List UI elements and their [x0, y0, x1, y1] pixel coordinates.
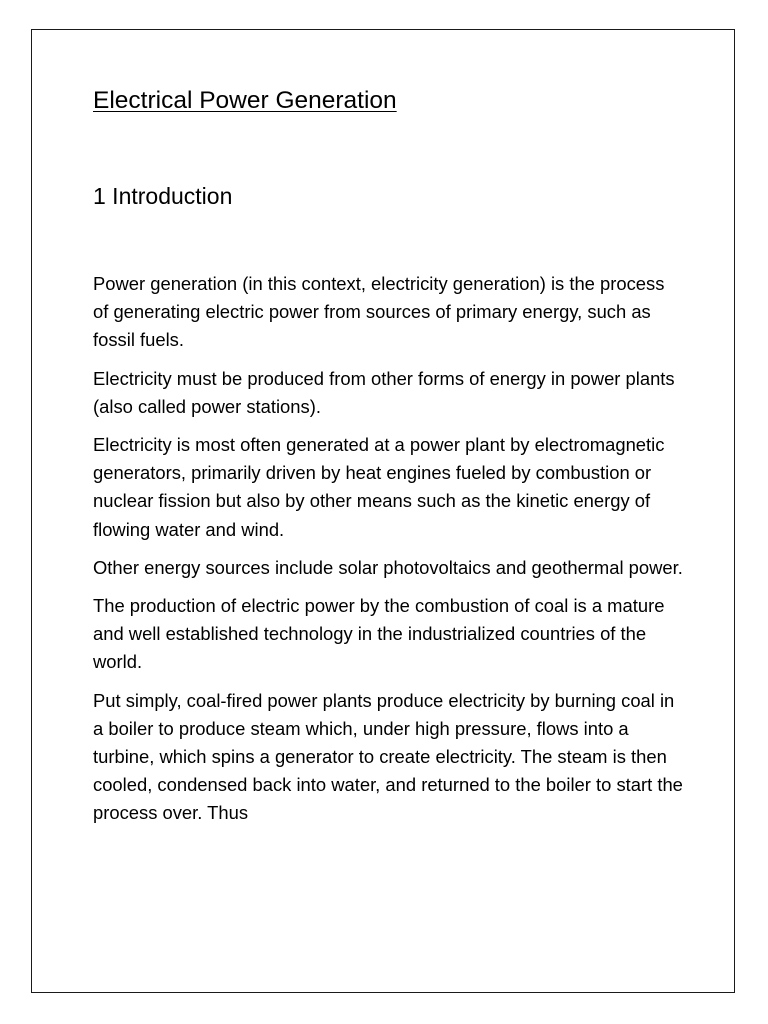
- paragraph: The production of electric power by the combustion of coal is a mature and well established technology in the industrialized countries of the world.: [93, 595, 665, 673]
- section-heading: 1 Introduction: [93, 183, 233, 209]
- paragraph: Electricity is most often generated at a power plant by electromagnetic generators, primarily driven by heat engines fueled by combustion or nuclear fission but also by other means such as the kinetic energy of flowing water and wind.: [93, 434, 665, 540]
- paragraph: Other energy sources include solar photovoltaics and geothermal power.: [93, 556, 683, 578]
- paragraph: Put simply, coal-fired power plants produce electricity by burning coal in a boiler to produce steam which, under high pressure, flows into a turbine, which spins a generator to create electricity. The steam is then cooled, condensed back into water, and returned to the boiler to start the process over. Thus: [93, 689, 683, 824]
- document-body: [93, 270, 683, 838]
- document-title: Electrical Power Generation: [93, 87, 397, 114]
- paragraph: Electricity must be produced from other forms of energy in power plants (also called power stations).: [93, 367, 675, 417]
- paragraph: Power generation (in this context, electricity generation) is the process of generating electric power from sources of primary energy, such as fossil fuels.: [93, 273, 665, 351]
